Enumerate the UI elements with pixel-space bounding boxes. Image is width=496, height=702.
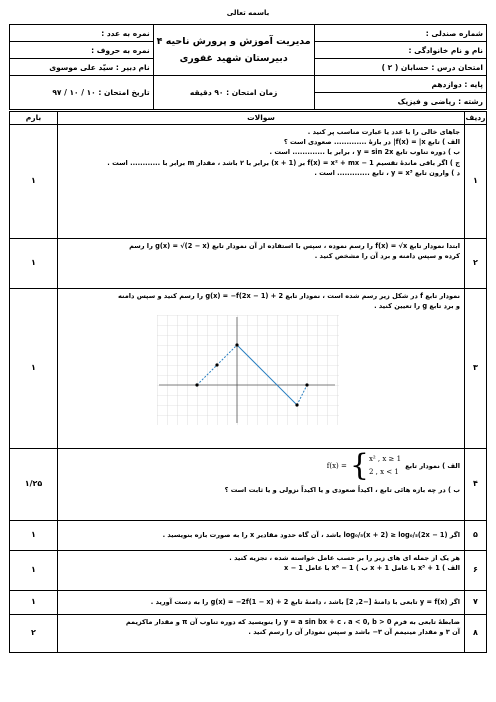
question-score: ۱	[10, 591, 58, 615]
question-body	[58, 615, 465, 653]
question-line: کرده و سپس دامنه و برد آن را مشخص کنید .	[314, 252, 460, 261]
exam-date-cell: تاریخ امتحان : ۱۰ / ۱۰ / ۹۷	[10, 76, 154, 110]
question-row	[10, 449, 487, 521]
question-body	[58, 521, 465, 551]
question-line: ب ) دوره تناوب تابع y = sin 2x ، برابر با ............. است .	[269, 148, 460, 157]
question-row	[10, 591, 487, 615]
question-line: نمودار تابع f در شکل زیر رسم شده است ، نمودار تابع g(x) = −f(2x − 1) + 2 را رسم کنید و سپس دامنه	[118, 292, 460, 300]
question-body	[58, 289, 465, 449]
question-line: د ) وارون تابع y = x³ ، تابع ............. است .	[314, 168, 460, 177]
question-score: ۱/۲۵	[10, 449, 58, 521]
question-score: ۲	[10, 615, 58, 653]
question-score: ۱	[10, 521, 58, 551]
question-line: اگر y = f(x) تابعی با دامنهٔ [−2, 2] باشد ، دامنهٔ تابع g(x) = −2f(1 − x) + 2 را به دست آورید .	[150, 598, 460, 607]
brace-glyph: {	[349, 448, 369, 483]
question-line: الف ) x⁵ + 1 با عامل x + 1 ب ) x⁶ − 1 با عامل x − 1	[284, 564, 460, 573]
question-body	[58, 125, 465, 239]
exam-page	[9, 0, 487, 702]
header-score: بارم	[10, 112, 58, 125]
graph-point	[295, 404, 298, 407]
question-number: ۸	[465, 615, 487, 653]
duration-cell: زمان امتحان : ۹۰ دقیقه	[153, 76, 314, 110]
course-cell: امتحان درس : حسابان ( ۲ )	[314, 59, 486, 76]
header-questions: سوالات	[58, 112, 465, 125]
org-line-2: دبیرستان شهید غفوری	[179, 53, 288, 64]
piecewise-function	[326, 448, 402, 483]
question-score: ۱	[10, 289, 58, 449]
bismillah-heading: باسمه تعالی	[226, 9, 270, 17]
question-number: ۴	[465, 449, 487, 521]
question-body	[58, 591, 465, 615]
score-words-cell: نمره به حروف :	[10, 42, 154, 59]
exam-header	[9, 24, 487, 110]
question-line: ضابطهٔ تابعی به فرم y = a sin bx + c ، a < 0, b > 0 را بنویسید که دوره تناوب آن π و مقدار ماکزیمم	[125, 618, 460, 626]
question-number: ۶	[465, 551, 487, 591]
questions-table-header	[10, 112, 487, 125]
question-number: ۱	[465, 125, 487, 239]
grade-cell: پایه : دوازدهم	[314, 76, 486, 93]
question-line: ب ) در چه بازه هائی تابع ، اکیداً صعودی و یا اکیداً نزولی و یا ثابت است ؟	[224, 486, 460, 494]
question-body	[58, 551, 465, 591]
question-body	[58, 449, 465, 521]
school-info	[153, 25, 314, 76]
question-number: ۷	[465, 591, 487, 615]
question-line: ابتدا نمودار تابع f(x) = √x را رسم نموده ، سپس با استفاده از آن نمودار تابع g(x) = √(2 − x) را رسم	[129, 242, 460, 250]
question-line: اگر log₀/₅(x + 2) ≥ log₀/₅(2x − 1) باشد ، آن گاه حدود مقادیر x را به صورت بازه بنویسید .	[162, 531, 460, 540]
teacher-cell: نام دبیر : سیّد علی موسوی	[10, 59, 154, 76]
question-line: ج ) اگر باقی ماندهٔ تقسیم f(x) = x² + mx − 1 بر (x + 1) برابر با ۲ باشد ، مقدار m برابر با ............ است .	[107, 158, 460, 167]
question-line: الف ) نمودار تابع	[405, 461, 460, 470]
questions-table	[9, 111, 487, 653]
question-row	[10, 239, 487, 289]
question-row	[10, 125, 487, 239]
graph-point	[305, 384, 308, 387]
field-cell: رشته : ریاضی و فیزیک	[314, 93, 486, 110]
question-row	[10, 289, 487, 449]
question-score: ۱	[10, 239, 58, 289]
question-number: ۳	[465, 289, 487, 449]
question-score: ۱	[10, 125, 58, 239]
question-line: هر یک از جمله ای های زیر را بر حسب عامل خواسته شده ، تجزیه کنید .	[229, 554, 460, 562]
question-row	[10, 615, 487, 653]
question-number: ۵	[465, 521, 487, 551]
header-row-number: ردیف	[465, 112, 487, 125]
piecewise-case: 2 , x < 1	[368, 468, 399, 476]
student-number-cell: شماره صندلی :	[314, 25, 486, 42]
graph-point	[215, 364, 218, 367]
question-line: و برد تابع g را تعیین کنید .	[374, 302, 460, 311]
question-line: الف ) تابع f(x) = |x| در بازهٔ ............. صعودی است ؟	[283, 138, 460, 147]
question-score: ۱	[10, 551, 58, 591]
student-name-cell: نام و نام خانوادگی :	[314, 42, 486, 59]
piecewise-prefix: f(x) =	[326, 461, 347, 470]
question-row	[10, 521, 487, 551]
question-line: جاهای خالی را با عدد یا عبارت مناسب پر کنید .	[307, 128, 460, 136]
question-number: ۲	[465, 239, 487, 289]
question-body	[58, 239, 465, 289]
org-line-1: مدیریت آموزش و پرورش ناحیه ۴	[156, 36, 311, 47]
function-graph	[157, 315, 339, 425]
graph-grid	[157, 315, 339, 425]
question-line: آن ۳ و مقدار مینیمم آن ۳− باشد و سپس نمودار آن را رسم کنید .	[248, 628, 460, 637]
question-row	[10, 551, 487, 591]
piecewise-case: x² , x ≥ 1	[368, 455, 402, 463]
graph-point	[235, 344, 238, 347]
score-digits-cell: نمره به عدد :	[10, 25, 154, 42]
graph-point	[195, 384, 198, 387]
